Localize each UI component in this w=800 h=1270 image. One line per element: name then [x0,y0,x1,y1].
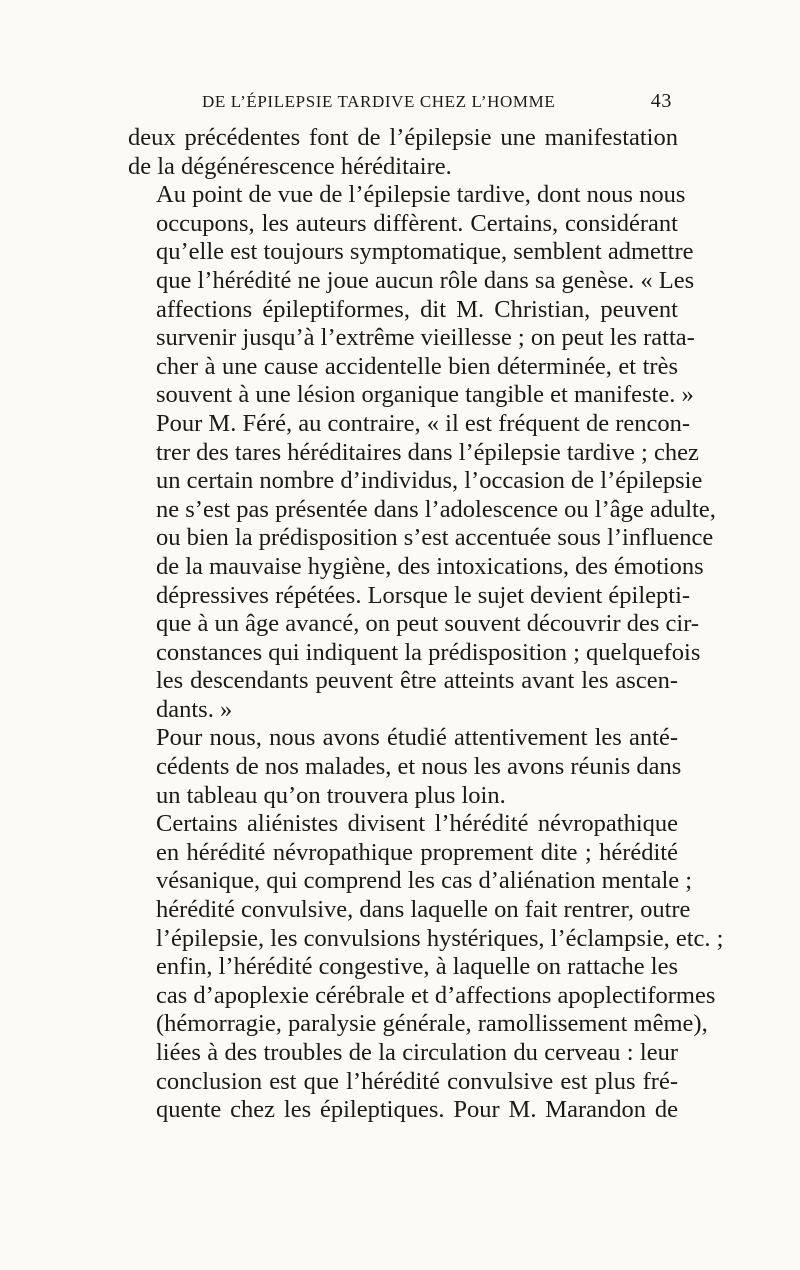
text-line: vésanique, qui comprend les cas d’aliénation mentale ; [156,867,693,895]
text-line: de la dégénérescence héréditaire. [128,152,452,180]
text-line: qu’elle est toujours symptomatique, semblent admettre [156,238,694,266]
text-line: que l’hérédité ne joue aucun rôle dans sa genèse. « Les [156,266,695,294]
text-line: Certains aliénistes divisent l’hérédité névropathique [156,810,678,838]
text-line: dants. » [156,695,233,723]
text-line: trer des tares héréditaires dans l’épilepsie tardive ; chez [156,438,699,466]
text-line: cas d’apoplexie cérébrale et d’affections apoplectiformes [156,981,716,1009]
paragraph-5 [128,810,724,1125]
text-line: un certain nombre d’individus, l’occasion de l’épilepsie [156,467,703,495]
text-line: Pour M. Féré, au contraire, « il est fréquent de rencon- [156,409,691,437]
text-line: conclusion est que l’hérédité convulsive est plus fré- [156,1067,678,1095]
page-number: 43 [650,90,672,112]
text-line: occupons, les auteurs diffèrent. Certains, considérant [156,209,678,237]
page-body [128,124,724,1125]
text-line: dépressives répétées. Lorsque le sujet devient épilepti- [156,581,691,609]
running-header [202,92,672,122]
running-title: DE L’ÉPILEPSIE TARDIVE CHEZ L’HOMME [202,92,556,111]
text-line: cher à une cause accidentelle bien déterminée, et très [156,352,678,380]
text-line: que à un âge avancé, on peut souvent découvrir des cir- [156,610,700,638]
paragraph-3 [128,409,716,725]
text-line: cédents de nos malades, et nous les avons réunis dans [156,753,682,781]
text-line: l’épilepsie, les convulsions hystériques, l’éclampsie, etc. ; [156,924,724,952]
text-line: ou bien la prédisposition s’est accentuée sous l’influence [156,524,714,552]
text-line: Pour nous, nous avons étudié attentivement les anté- [156,724,678,752]
text-line: survenir jusqu’à l’extrême vieillesse ; on peut les ratta- [156,324,695,352]
text-line: constances qui indiquent la prédisposition ; quelquefois [156,638,701,666]
text-line: deux précédentes font de l’épilepsie une manifestation [128,124,678,151]
text-line: Au point de vue de l’épilepsie tardive, dont nous nous [156,181,686,209]
paragraph-2 [128,181,695,410]
text-line: (hémorragie, paralysie générale, ramollissement même), [156,1010,708,1038]
text-line: de la mauvaise hygiène, des intoxications, des émotions [156,552,704,580]
text-line: affections épileptiformes, dit M. Christian, peuvent [156,295,678,323]
text-line: les descendants peuvent être atteints avant les ascen- [156,667,678,695]
text-line: enfin, l’hérédité congestive, à laquelle on rattache les [156,953,678,981]
paragraph-1 [128,124,678,181]
text-line: hérédité convulsive, dans laquelle on fait rentrer, outre [156,896,691,924]
paragraph-4 [128,724,682,810]
text-line: liées à des troubles de la circulation du cerveau : leur [156,1039,678,1066]
text-line: souvent à une lésion organique tangible et manifeste. » [156,381,694,409]
text-line: en hérédité névropathique proprement dite ; hérédité [156,838,678,866]
text-line: ne s’est pas présentée dans l’adolescence ou l’âge adulte, [156,495,716,523]
text-line: quente chez les épileptiques. Pour M. Marandon de [156,1096,678,1124]
text-line: un tableau qu’on trouvera plus loin. [156,781,506,809]
